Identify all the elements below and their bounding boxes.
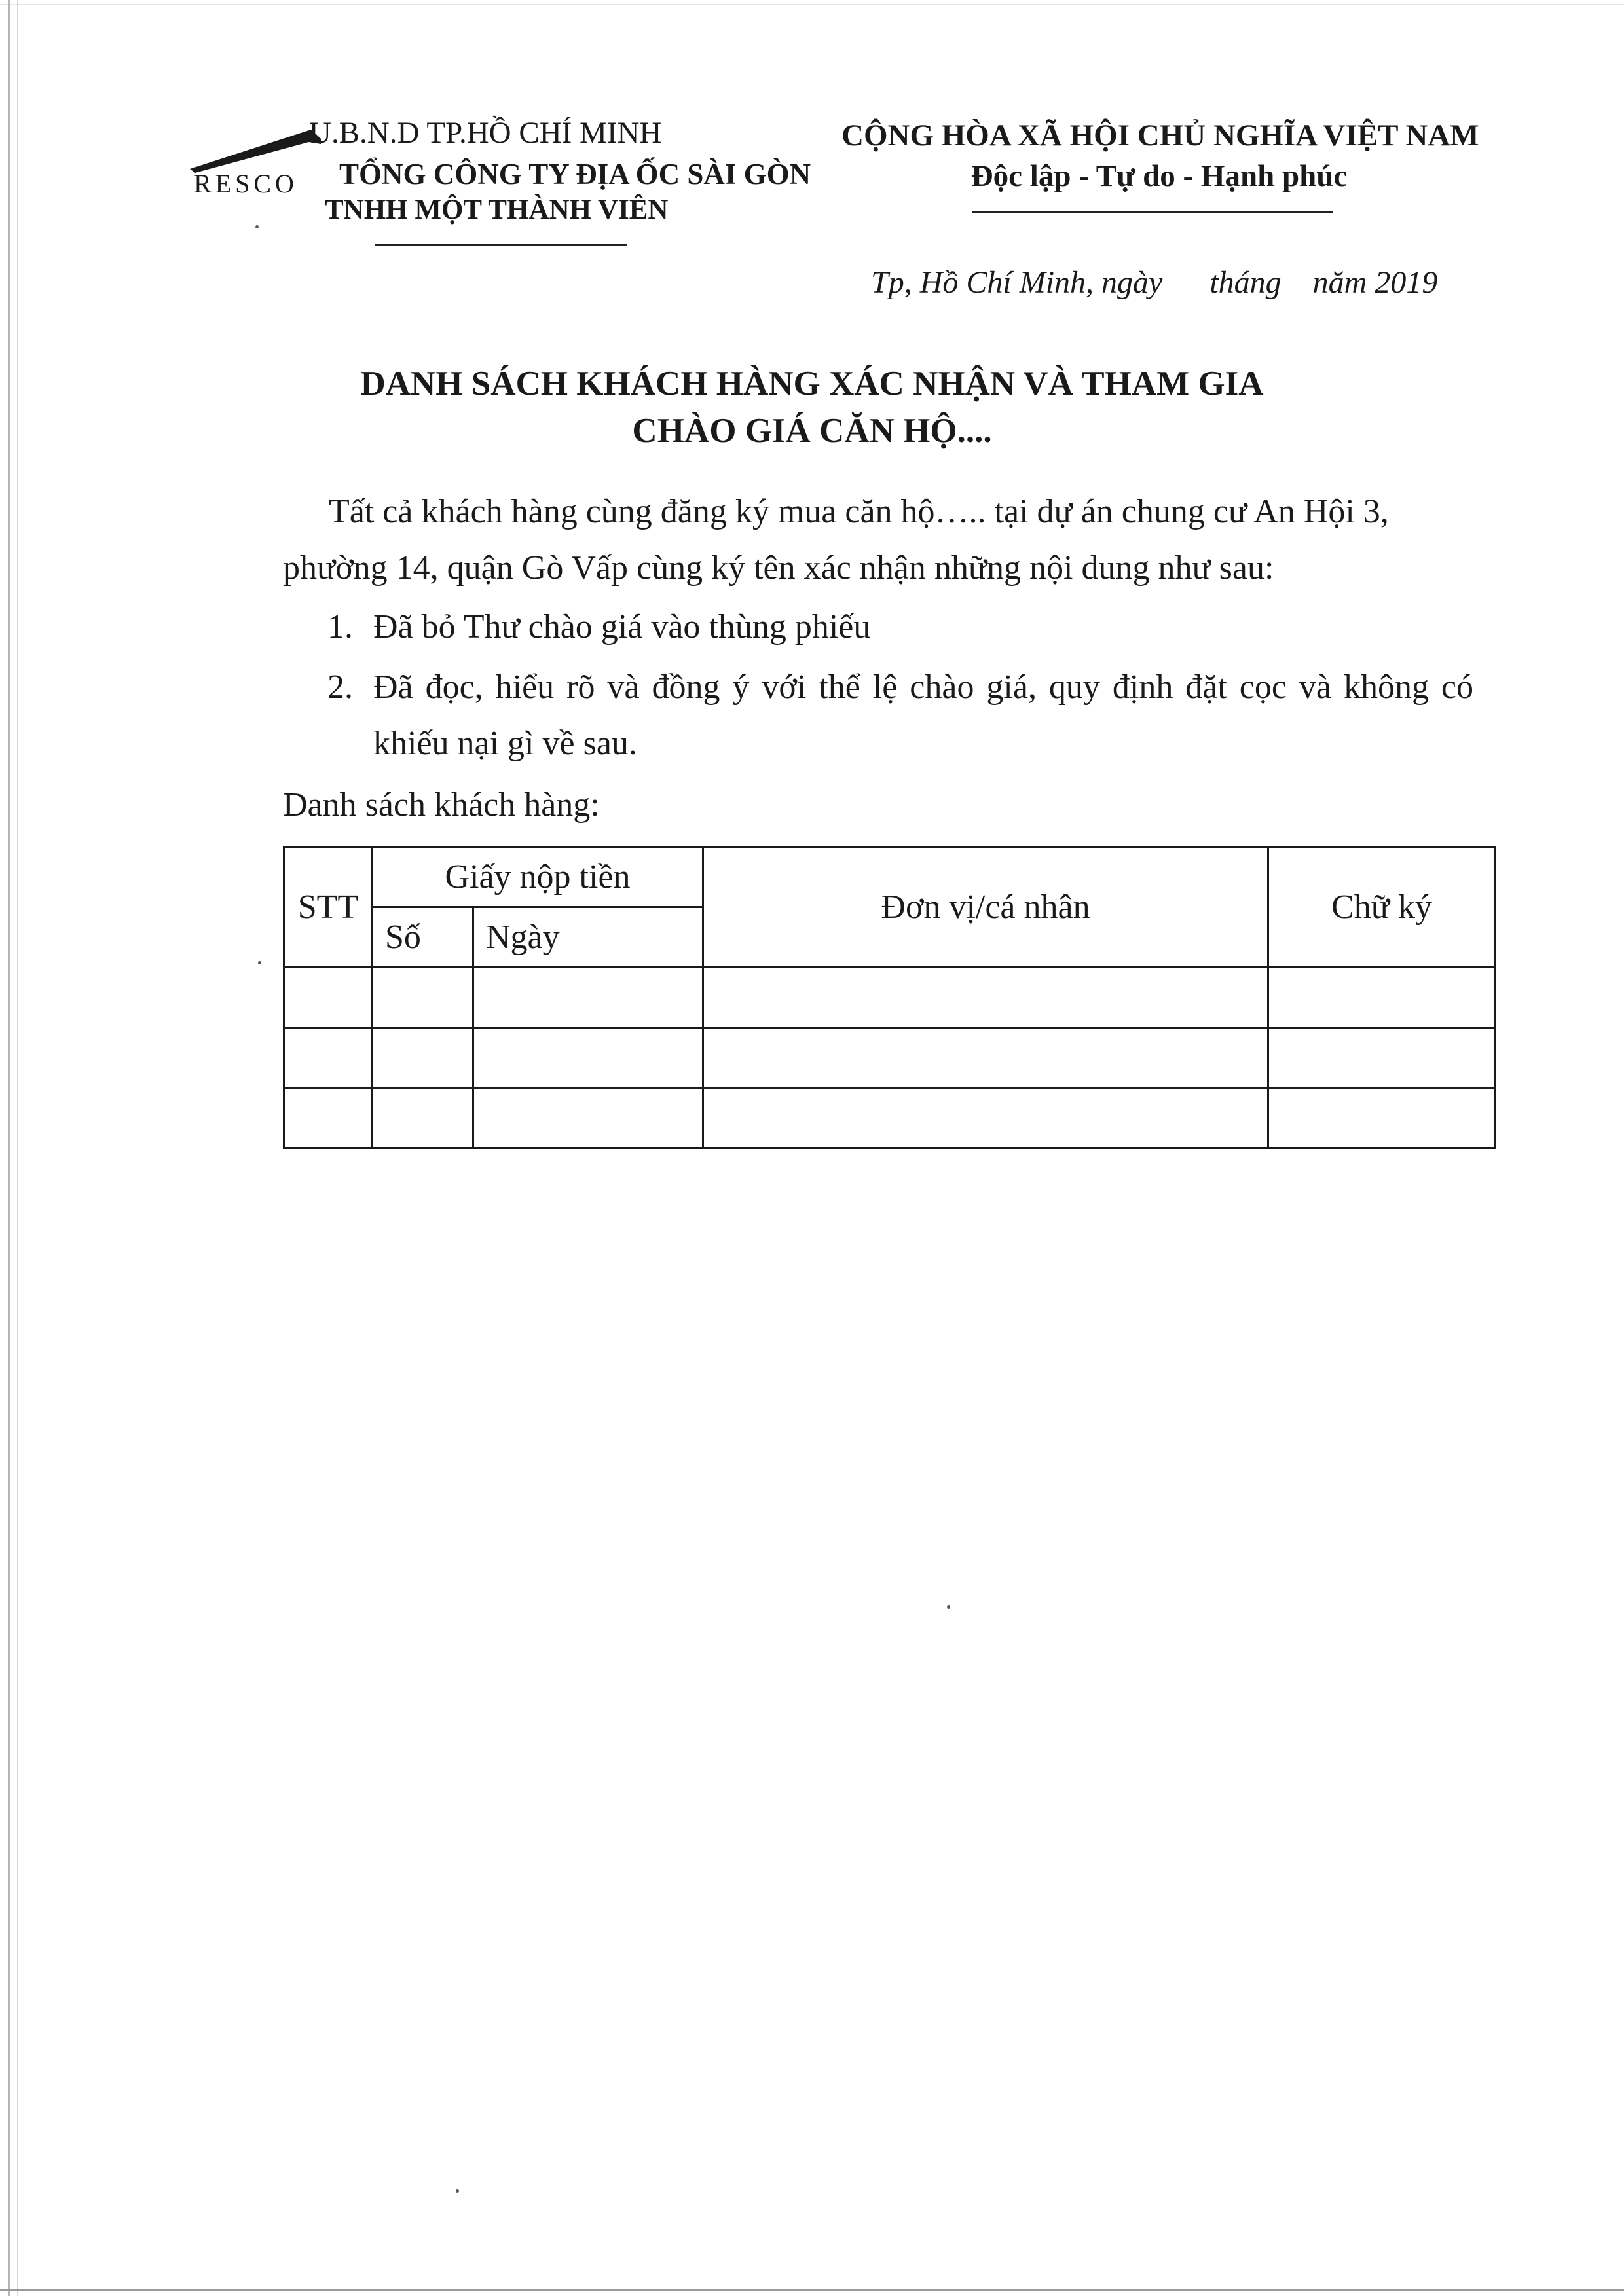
date-line: Tp, Hồ Chí Minh, ngày tháng năm 2019 <box>871 265 1438 300</box>
cell-stt[interactable] <box>284 1028 373 1088</box>
intro-paragraph-line2: phường 14, quận Gò Vấp cùng ký tên xác nhận những nội dung như sau: <box>283 549 1274 587</box>
cell-chu-ky[interactable] <box>1268 968 1496 1028</box>
header-don-vi: Đơn vị/cá nhân <box>703 847 1268 968</box>
org-parent: U.B.N.D TP.HỒ CHÍ MINH <box>309 116 662 150</box>
header-stt: STT <box>284 847 373 968</box>
national-motto: Độc lập - Tự do - Hạnh phúc <box>970 159 1348 193</box>
cell-so[interactable] <box>373 1028 473 1088</box>
scan-edge-left-inner <box>17 0 18 2296</box>
cell-don-vi[interactable] <box>703 1028 1268 1088</box>
motto-underline <box>972 211 1333 213</box>
document-title-line1: DANH SÁCH KHÁCH HÀNG XÁC NHẬN VÀ THAM GIA <box>360 365 1264 403</box>
list-item-number: 2. <box>327 668 353 706</box>
scan-speck <box>258 961 261 964</box>
list-item-number: 1. <box>327 608 353 646</box>
table-row <box>284 968 1496 1028</box>
list-item-text-continued: khiếu nại gì về sau. <box>373 725 637 762</box>
scan-edge-left <box>8 0 10 2296</box>
scan-speck <box>947 1605 950 1609</box>
scan-edge-top <box>0 4 1624 5</box>
national-title: CỘNG HÒA XÃ HỘI CHỦ NGHĨA VIỆT NAM <box>841 118 1479 153</box>
table-row <box>284 1028 1496 1088</box>
logo-wordmark: RESCO <box>194 169 298 196</box>
customer-list-label: Danh sách khách hàng: <box>283 786 600 824</box>
cell-chu-ky[interactable] <box>1268 1088 1496 1148</box>
org-name: TỔNG CÔNG TY ĐỊA ỐC SÀI GÒN <box>339 158 811 191</box>
cell-ngay[interactable] <box>473 968 703 1028</box>
table-header-row <box>284 847 1496 907</box>
cell-don-vi[interactable] <box>703 1088 1268 1148</box>
header-so: Số <box>373 907 473 968</box>
header-chu-ky: Chữ ký <box>1268 847 1496 968</box>
document-title-line2: CHÀO GIÁ CĂN HỘ.... <box>632 412 992 450</box>
scan-speck <box>255 225 259 228</box>
cell-ngay[interactable] <box>473 1028 703 1088</box>
table-row <box>284 1088 1496 1148</box>
header-giay-nop-tien: Giấy nộp tiền <box>373 847 703 907</box>
customer-table <box>283 846 1496 1149</box>
cell-stt[interactable] <box>284 968 373 1028</box>
cell-don-vi[interactable] <box>703 968 1268 1028</box>
cell-so[interactable] <box>373 968 473 1028</box>
org-underline <box>375 244 627 246</box>
header-ngay: Ngày <box>473 907 703 968</box>
list-item-text: Đã bỏ Thư chào giá vào thùng phiếu <box>373 608 871 646</box>
list-item-text: Đã đọc, hiểu rõ và đồng ý với thể lệ chào giá, quy định đặt cọc và không có <box>373 668 1473 706</box>
cell-chu-ky[interactable] <box>1268 1028 1496 1088</box>
org-type: TNHH MỘT THÀNH VIÊN <box>325 194 669 225</box>
cell-ngay[interactable] <box>473 1088 703 1148</box>
cell-so[interactable] <box>373 1088 473 1148</box>
intro-paragraph-line1: Tất cả khách hàng cùng đăng ký mua căn hộ….. tại dự án chung cư An Hội 3, <box>329 493 1389 530</box>
cell-stt[interactable] <box>284 1088 373 1148</box>
scan-speck <box>456 2189 459 2193</box>
scan-edge-bottom <box>0 2289 1624 2291</box>
